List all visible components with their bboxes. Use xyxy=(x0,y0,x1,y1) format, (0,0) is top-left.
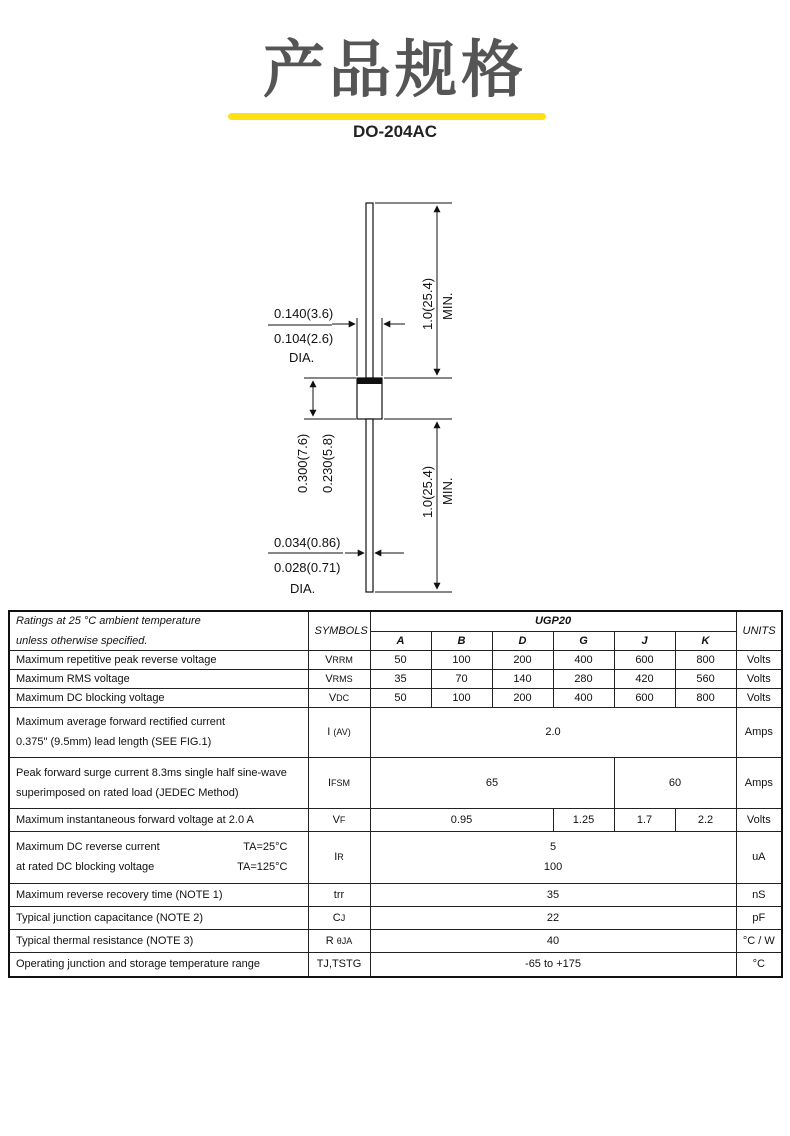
symbol-cell: CJ xyxy=(308,906,370,929)
param-label: Typical junction capacitance (NOTE 2) xyxy=(9,906,308,929)
symbol-cell: R θJA xyxy=(308,929,370,952)
bottom-lead-length-min: MIN. xyxy=(440,477,455,505)
unit-cell: Volts xyxy=(736,650,782,669)
unit-cell: Amps xyxy=(736,707,782,757)
top-lead xyxy=(366,203,373,378)
bottom-lead xyxy=(366,419,373,592)
body-diameter-min: 0.104(2.6) xyxy=(274,331,334,346)
value-cell: 280 xyxy=(553,669,614,688)
value-cell: 1.25 xyxy=(553,808,614,831)
table-row xyxy=(9,952,782,977)
table-row xyxy=(9,707,782,757)
diode-body xyxy=(357,378,382,419)
table-row xyxy=(9,757,782,808)
ratings-note-line-2: unless otherwise specified. xyxy=(16,634,148,647)
table-row xyxy=(9,688,782,707)
value-cell: 35 xyxy=(370,883,736,906)
package-name: DO-204AC xyxy=(352,122,438,141)
param-label: Maximum repetitive peak reverse voltage xyxy=(9,650,308,669)
unit-cell: Volts xyxy=(736,688,782,707)
value-cell: 200 xyxy=(492,688,553,707)
symbol-cell: IR xyxy=(308,831,370,883)
value-cell: 100 xyxy=(431,688,492,707)
value-cell: 100 xyxy=(431,650,492,669)
body-diameter-max: 0.140(3.6) xyxy=(274,306,334,321)
value-cell: 0.95 xyxy=(370,808,553,831)
value-cell: 65 xyxy=(370,757,614,808)
unit-cell: pF xyxy=(736,906,782,929)
value-cell: 600 xyxy=(614,688,675,707)
value-cell: 2.0 xyxy=(370,707,736,757)
value-cell: 1.7 xyxy=(614,808,675,831)
grade-header: G xyxy=(553,631,614,650)
value-cell: 400 xyxy=(553,650,614,669)
value-cell: 600 xyxy=(614,650,675,669)
unit-cell: °C / W xyxy=(736,929,782,952)
value-cell: 2.2 xyxy=(675,808,736,831)
table-row xyxy=(9,831,782,883)
grade-header: A xyxy=(370,631,431,650)
wire-diameter-min: 0.028(0.71) xyxy=(274,560,341,575)
value-cell: 35 xyxy=(370,669,431,688)
param-label: Maximum DC blocking voltage xyxy=(9,688,308,707)
wire-diameter-dia-label: DIA. xyxy=(290,581,316,596)
unit-cell: Volts xyxy=(736,669,782,688)
unit-cell: Amps xyxy=(736,757,782,808)
symbol-cell: VRMS xyxy=(308,669,370,688)
symbol-cell: I (AV) xyxy=(308,707,370,757)
value-cell: 40 xyxy=(370,929,736,952)
top-lead-length: 1.0(25.4) xyxy=(420,277,435,330)
spec-table xyxy=(8,610,783,978)
param-label: Maximum DC reverse current TA=25°C at rated DC blocking voltage TA=125°C xyxy=(9,831,308,883)
symbol-cell: IFSM xyxy=(308,757,370,808)
grade-header: B xyxy=(431,631,492,650)
value-cell: 50 xyxy=(370,688,431,707)
table-row xyxy=(9,929,782,952)
param-label: Peak forward surge current 8.3ms single half sine-wave superimposed on rated load (JEDEC Method) xyxy=(9,757,308,808)
table-row xyxy=(9,906,782,929)
param-label: Typical thermal resistance (NOTE 3) xyxy=(9,929,308,952)
symbol-cell: VRRM xyxy=(308,650,370,669)
param-label: Maximum average forward rectified current 0.375" (9.5mm) lead length (SEE FIG.1) xyxy=(9,707,308,757)
value-cell: 200 xyxy=(492,650,553,669)
grade-header: D xyxy=(492,631,553,650)
symbols-header: SYMBOLS xyxy=(308,611,370,650)
value-cell: 70 xyxy=(431,669,492,688)
table-row xyxy=(9,669,782,688)
wire-diameter-max: 0.034(0.86) xyxy=(274,535,341,550)
value-cell: 22 xyxy=(370,906,736,929)
units-header: UNITS xyxy=(736,611,782,650)
bottom-lead-length: 1.0(25.4) xyxy=(420,465,435,518)
unit-cell: °C xyxy=(736,952,782,977)
value-cell: 5 100 xyxy=(370,831,736,883)
param-label: Maximum RMS voltage xyxy=(9,669,308,688)
unit-cell: nS xyxy=(736,883,782,906)
table-row xyxy=(9,808,782,831)
body-diameter-dia-label: DIA. xyxy=(289,350,315,365)
symbol-cell: TJ,TSTG xyxy=(308,952,370,977)
cathode-band xyxy=(357,378,382,384)
page-title: 产品规格 xyxy=(262,33,527,106)
value-cell: 140 xyxy=(492,669,553,688)
value-cell: 560 xyxy=(675,669,736,688)
grade-header: J xyxy=(614,631,675,650)
symbol-cell: VDC xyxy=(308,688,370,707)
grade-header: K xyxy=(675,631,736,650)
ratings-note xyxy=(9,611,308,650)
ratings-note-line-1: Ratings at 25 °C ambient temperature xyxy=(16,614,201,627)
value-cell: 400 xyxy=(553,688,614,707)
table-row xyxy=(9,883,782,906)
symbol-cell: VF xyxy=(308,808,370,831)
body-length-min: 0.230(5.8) xyxy=(320,433,335,493)
body-length-max: 0.300(7.6) xyxy=(295,433,310,493)
param-label: Operating junction and storage temperature range xyxy=(9,952,308,977)
value-cell: 60 xyxy=(614,757,736,808)
value-cell: 420 xyxy=(614,669,675,688)
symbol-cell: trr xyxy=(308,883,370,906)
param-label: Maximum reverse recovery time (NOTE 1) xyxy=(9,883,308,906)
part-number-header: UGP20 xyxy=(370,611,736,631)
top-lead-length-min: MIN. xyxy=(440,292,455,320)
value-cell: 50 xyxy=(370,650,431,669)
unit-cell: uA xyxy=(736,831,782,883)
value-cell: -65 to +175 xyxy=(370,952,736,977)
table-row xyxy=(9,650,782,669)
unit-cell: Volts xyxy=(736,808,782,831)
value-cell: 800 xyxy=(675,688,736,707)
value-cell: 800 xyxy=(675,650,736,669)
param-label: Maximum instantaneous forward voltage at 2.0 A xyxy=(9,808,308,831)
